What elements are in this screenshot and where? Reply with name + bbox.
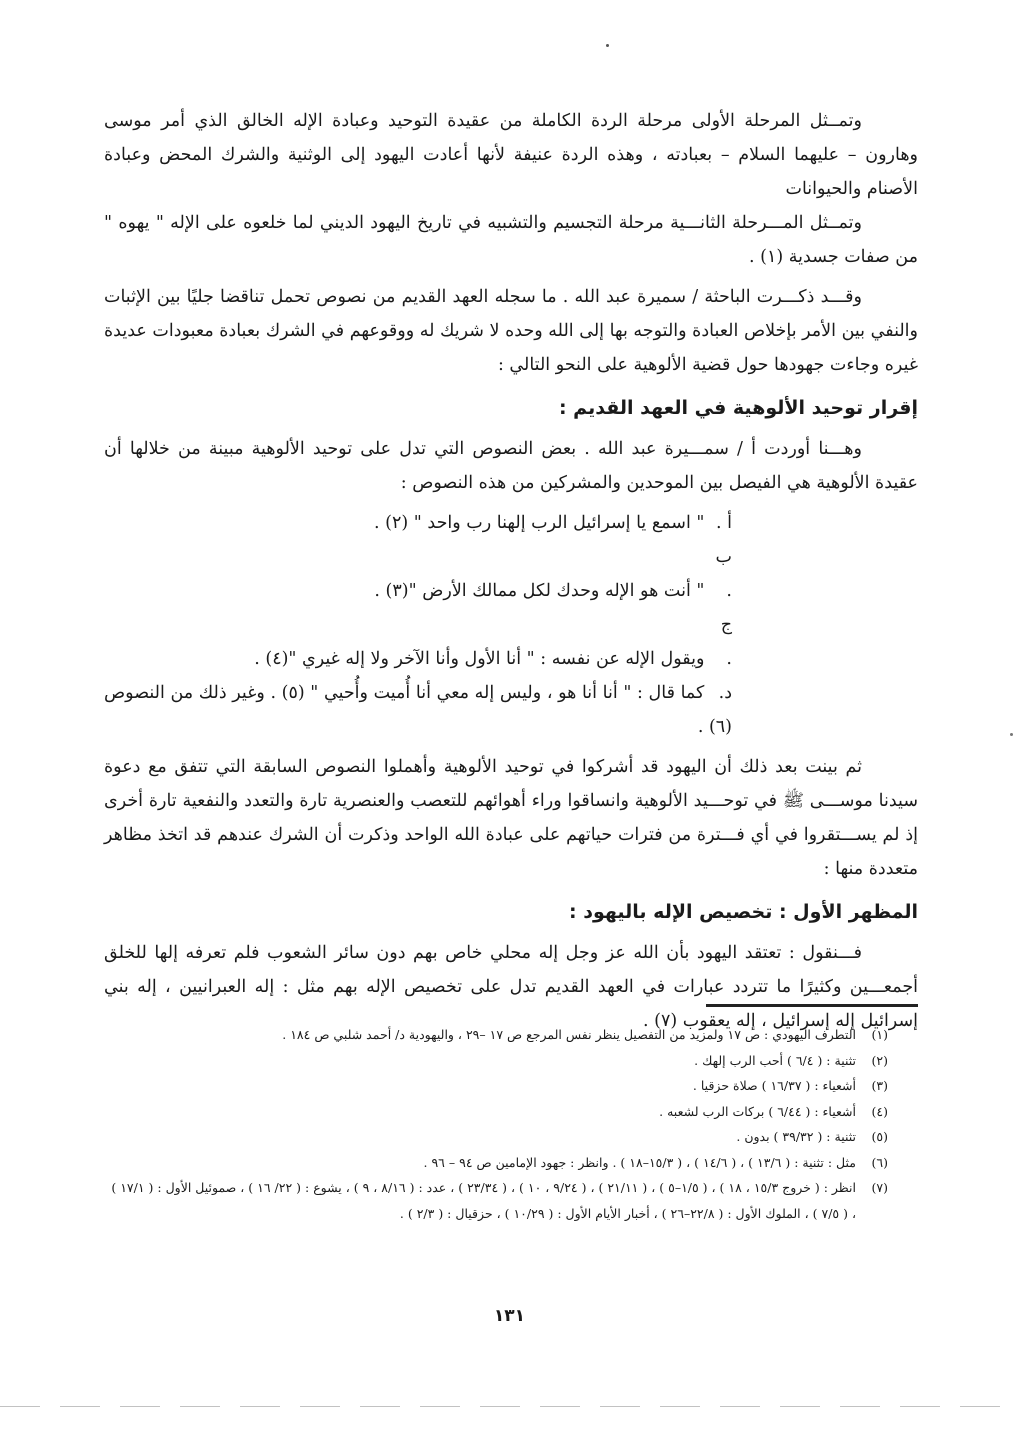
footnote-text: أشعياء : ( ٦/٤٤ ) بركات الرب لشعبه . (659, 1103, 856, 1119)
paragraph-stage-one: وتمــثل المرحلة الأولى مرحلة الردة الكاملة من عقيدة التوحيد وعبادة الإله الخالق الذي أمر موسى وهارون – عليهما السلام – بعبادته ، وهذه الردة عنيفة لأنها أعادت اليهود إلى الوثنية والشرك المحض وعبادة الأصنام والحيوانات (104, 111, 918, 199)
list-item-text: كما قال : " أنا أنا هو ، وليس إله معي أنا أُميت وأُحيي " (٥) . وغير ذلك من النصوص (٦) . (104, 683, 732, 737)
footnote (104, 1022, 888, 1048)
footnote-text: انظر : ( خروج ١٥/٣ ، ١٨ ) ، ( ١/٥–٥ ) ، ( ٢١/١١ ) ، ( ٩/٢٤ ، ١٠ ) ، ( ٢٣/٣٤ ) ، عدد : ( ٨/١٦ ، ٩ ) ، يشوع : ( ٢٢/ ١٦ ) ، صموئيل الأول : ( ١٧/١ ) ، ( ٧/٥ ) ، الملوك الأول : ( ٢٢/٨–٢٦ ) ، أخبار الأيام الأول : ( ١٠/٢٩ ) ، حزقيال : ( ٢/٣ ) . (111, 1180, 856, 1221)
footnote-number: (٢) (871, 1052, 888, 1068)
list-item (104, 540, 918, 608)
list-item-letter: ج . (720, 615, 732, 669)
list-item-letter: أ . (716, 513, 732, 533)
list-item (104, 608, 918, 676)
scan-speck (606, 44, 609, 47)
footnote-text: التطرف اليهودي : ص ١٧ ولمزيد من التفصيل ينظر نفس المرجع ص ١٧ –٢٩ ، واليهودية د/ أحمد شلبي ص ١٨٤ . (282, 1027, 856, 1042)
paragraph-stage-two: وتمــثل المـــرحلة الثانـــية مرحلة التجسيم والتشبيه في تاريخ اليهود الديني لما خلعوه على الإله " يهوه " من صفات جسدية (١) . (104, 213, 918, 267)
footnote-number: (١) (871, 1027, 888, 1042)
list-item (104, 676, 918, 744)
main-text (104, 104, 918, 1044)
page-number: ١٣١ (493, 1306, 526, 1326)
footnote-number: (٣) (871, 1078, 888, 1093)
footnote-text: أشعياء : ( ١٦/٣٧ ) صلاة حزقيا . (692, 1078, 856, 1093)
footnote (104, 1124, 888, 1150)
footnote-text: تثنية : ( ٣٩/٣٢ ) بدون . (736, 1129, 856, 1144)
list-item-text: ويقول الإله عن نفسه : " أنا الأول وأنا الآخر ولا إله غيري "(٤) . (254, 649, 705, 669)
footnote-number: (٥) (871, 1129, 888, 1144)
paragraph-texts-intro: وهـــنا أوردت أ / سمـــيرة عبد الله . بعض النصوص التي تدل على توحيد الألوهية مبينة من خلالها أن عقيدة الألوهية هي الفيصل بين الموحدين والمشركين من هذه النصوص : (104, 439, 918, 493)
footnote (104, 1073, 888, 1099)
paragraph-researcher: وقـــد ذكـــرت الباحثة / سميرة عبد الله . ما سجله العهد القديم من نصوص تحمل تناقضا جليًا بين الإثبات والنفي بين الأمر بإخلاص العبادة والتوجه بها إلى الله وحده لا شريك له ووقوعهم في الشرك بعبادة معبودات عديدة غيره وجاءت جهودها حول قضية الألوهية على النحو التالي : (104, 287, 918, 375)
footnote-divider (706, 1004, 918, 1007)
footnote (104, 1175, 888, 1226)
list-item-text: " أنت هو الإله وحدك لكل ممالك الأرض "(٣) . (374, 581, 705, 601)
footnote-number: (٦) (871, 1154, 888, 1170)
footnote-number: (٤) (871, 1103, 888, 1119)
section-heading-first-aspect: المظهر الأول : تخصيص الإله باليهود : (568, 901, 918, 923)
footnote-text: مثل : تثنية : ( ١٣/٦ ) ، ( ١٤/٦ ) ، ( ١٥/٣–١٨ ) . وانظر : جهود الإمامين ص ٩٤ – ٩٦ . (423, 1154, 856, 1170)
list-item-letter: ب . (715, 547, 732, 601)
footnote-text: تثنية : ( ٦/٤ ) أحب الرب إلهك . (694, 1052, 856, 1068)
list-item-letter: د. (718, 683, 732, 703)
scan-speck (1010, 733, 1013, 736)
section-heading-affirmation: إقرار توحيد الألوهية في العهد القديم : (558, 397, 918, 419)
footnote (104, 1048, 888, 1074)
list-item-text: " اسمع يا إسرائيل الرب إلهنا رب واحد " (٢) . (374, 513, 705, 533)
footnote (104, 1150, 888, 1176)
footnotes (104, 1022, 888, 1226)
list-item (104, 506, 918, 540)
footnote-number: (٧) (871, 1180, 888, 1195)
footnote (104, 1099, 888, 1125)
paragraph-first-aspect: فـــنقول : تعتقد اليهود بأن الله عز وجل إله محلي خاص بهم دون سائر الشعوب فلم تعرفه إلها للخلق أجمعـــين وكثيرًا ما تتردد عبارات في العهد القديم تدل على تخصيص الإله بهم مثل : إله العبرانيين ، إله بني إسرائيل إله إسرائيل ، إله يعقوب (٧) . (104, 943, 918, 1031)
scan-edge-line (0, 1406, 1019, 1407)
paragraph-polytheism: ثم بينت بعد ذلك أن اليهود قد أشركوا في توحيد الألوهية وأهملوا النصوص السابقة التي تتفق مع دعوة سيدنا موســـى ﷺ في توحـــيد الألوهية وانساقوا وراء أهوائهم للتعصب والعنصرية تارة والتعدد والنفعية تارة أخرى إذ لم يســـتقروا في أي فـــترة من فترات حياتهم على عبادة الله الواحد وذكرت أن الشرك عندهم قد اتخذ مظاهر متعددة منها : (104, 757, 918, 879)
